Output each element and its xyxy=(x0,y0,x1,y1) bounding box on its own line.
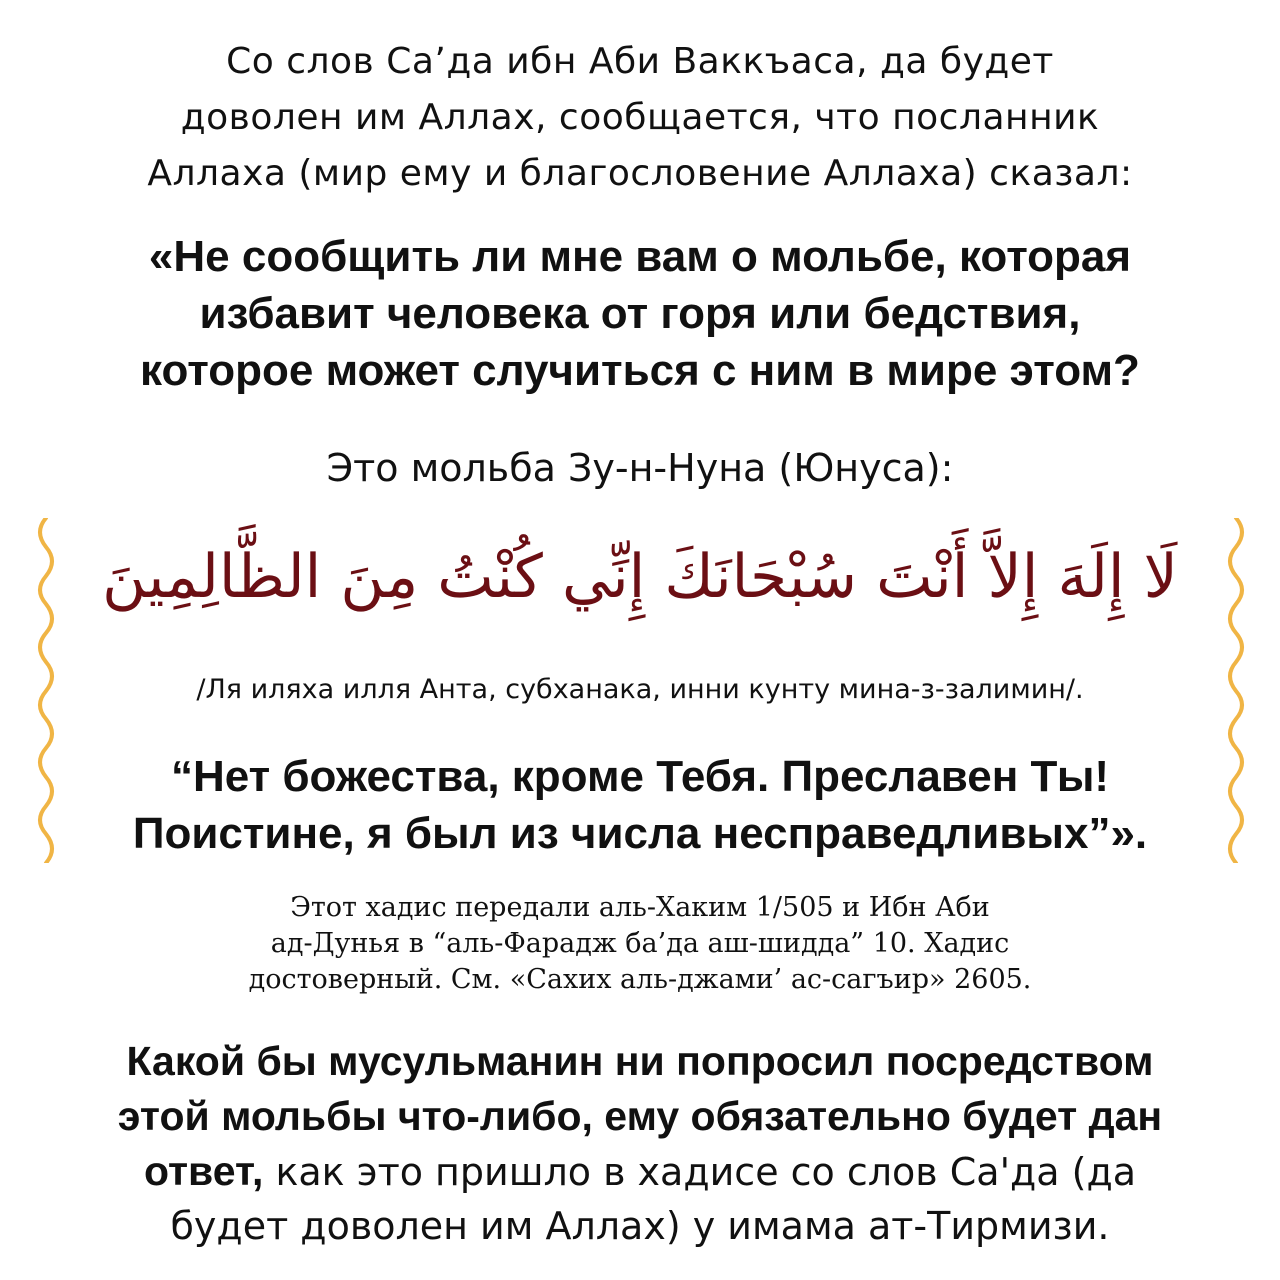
quote-line-3: которое может случиться с ним в мире этом? xyxy=(140,346,1140,395)
intro-line-2: доволен им Аллах, сообщается, что посланник xyxy=(180,97,1100,138)
intro-line-3: Аллаха (мир ему и благословение Аллаха) сказал: xyxy=(147,153,1133,194)
hadith-quote xyxy=(40,228,1240,399)
conclusion-line-4: будет доволен им Аллах) у имама ат-Тирмизи. xyxy=(170,1204,1110,1248)
conclusion-line-3-rest: как это пришло в хадисе со слов Са'да (да xyxy=(263,1150,1137,1194)
conclusion-line-2: этой мольбы что-либо, ему обязательно будет дан xyxy=(117,1093,1163,1139)
translation-line-2: Поистине, я был из числа несправедливых”». xyxy=(132,809,1148,858)
source-line-2: ад-Дунья в “аль-Фарадж ба’да аш-шидда” 10. Хадис xyxy=(270,928,1010,959)
intro-line-1: Со слов Са’да ибн Аби Ваккъаса, да будет xyxy=(226,41,1054,82)
quote-line-2: избавит человека от горя или бедствия, xyxy=(199,289,1081,338)
conclusion-line-1: Какой бы мусульманин ни попросил посредством xyxy=(126,1038,1154,1084)
translation-line-1: “Нет божества, кроме Тебя. Преславен Ты! xyxy=(170,752,1110,801)
conclusion-paragraph xyxy=(40,1034,1240,1253)
source-line-1: Этот хадис передали аль-Хаким 1/505 и Ибн Аби xyxy=(290,892,990,923)
arabic-dua: لَا إِلَهَ إِلاَّ أَنْتَ سُبْحَانَكَ إِنِّي كُنْتُ مِنَ الظَّالِمِينَ xyxy=(102,542,1178,612)
dua-title: Это мольба Зу-н-Нуна (Юнуса): xyxy=(326,446,954,490)
source-line-3: достоверный. См. «Сахих аль-джами’ ас-сагъир» 2605. xyxy=(248,964,1032,995)
quote-line-1: «Не сообщить ли мне вам о мольбе, которая xyxy=(148,232,1132,281)
transliteration: /Ля иляха илля Анта, субханака, инни кунту мина-з-залимин/. xyxy=(196,674,1084,705)
dua-translation xyxy=(40,748,1240,862)
hadith-source xyxy=(150,890,1130,998)
intro-paragraph xyxy=(0,34,1280,202)
conclusion-line-3-bold: ответ, xyxy=(143,1148,264,1194)
